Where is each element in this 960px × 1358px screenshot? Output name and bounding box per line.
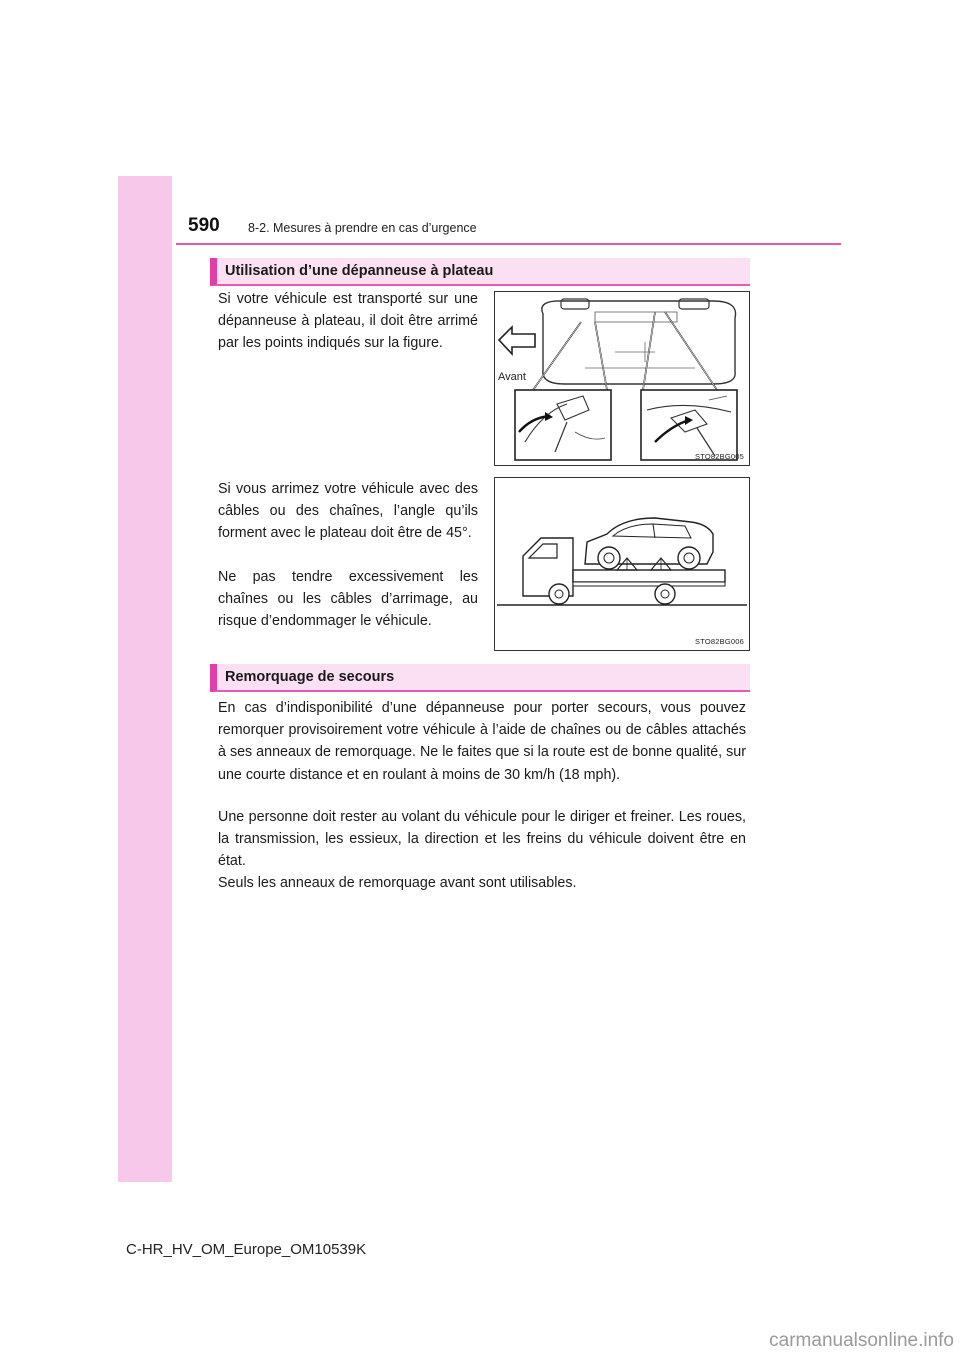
paragraph-front-eyelets: Seuls les anneaux de remorquage avant sont utilisables. [218,875,577,891]
paragraph-emergency-towing: En cas d’indisponibilité d’une dépanneuse pour porter secours, vous pouvez remorquer provisoirement votre véhicule à l’aide de chaînes ou de câbles attachés à ses anneaux de remorquage. Ne le faites que si la route est de bonne qualité, sur une courte distance et en roulant à moins de 30 km/h (18 mph). [218,700,746,783]
paragraph-cable-angle: Si vous arrimez votre véhicule avec des câbles ou des chaînes, l’angle qu’ils forment avec le plateau doit être de 45°. [218,481,478,542]
document-code: C-HR_HV_OM_Europe_OM10539K [126,1241,367,1258]
tie-down-points-illustration [495,292,749,465]
figure-code: STO82BG005 [695,452,744,461]
figure-code: STO82BG006 [695,637,744,646]
section-heading-emergency-towing: Remorquage de secours [210,664,750,692]
paragraph-tension-warning: Ne pas tendre excessivement les chaînes ou les câbles d’arrimage, au risque d’endommager le véhicule. [218,569,478,630]
header-divider [176,243,841,245]
figure-label-front: Avant [498,371,526,383]
section-heading-flatbed: Utilisation d’une dépanneuse à plateau [210,258,750,286]
page-number: 590 [188,215,220,236]
flatbed-truck-illustration [495,478,749,650]
paragraph-driver-required: Une personne doit rester au volant du véhicule pour le diriger et freiner. Les roues, la transmission, les essieux, la direction et les freins du véhicule doivent être en état. [218,809,746,870]
figure-flatbed-truck [494,477,750,651]
chapter-tab-bar [118,176,172,1182]
figure-tie-down-points [494,291,750,466]
watermark: carmanualsonline.info [769,1330,954,1351]
chapter-title: 8-2. Mesures à prendre en cas d’urgence [248,221,477,235]
paragraph-flatbed-intro: Si votre véhicule est transporté sur une dépanneuse à plateau, il doit être arrimé par les points indiqués sur la figure. [218,291,478,352]
